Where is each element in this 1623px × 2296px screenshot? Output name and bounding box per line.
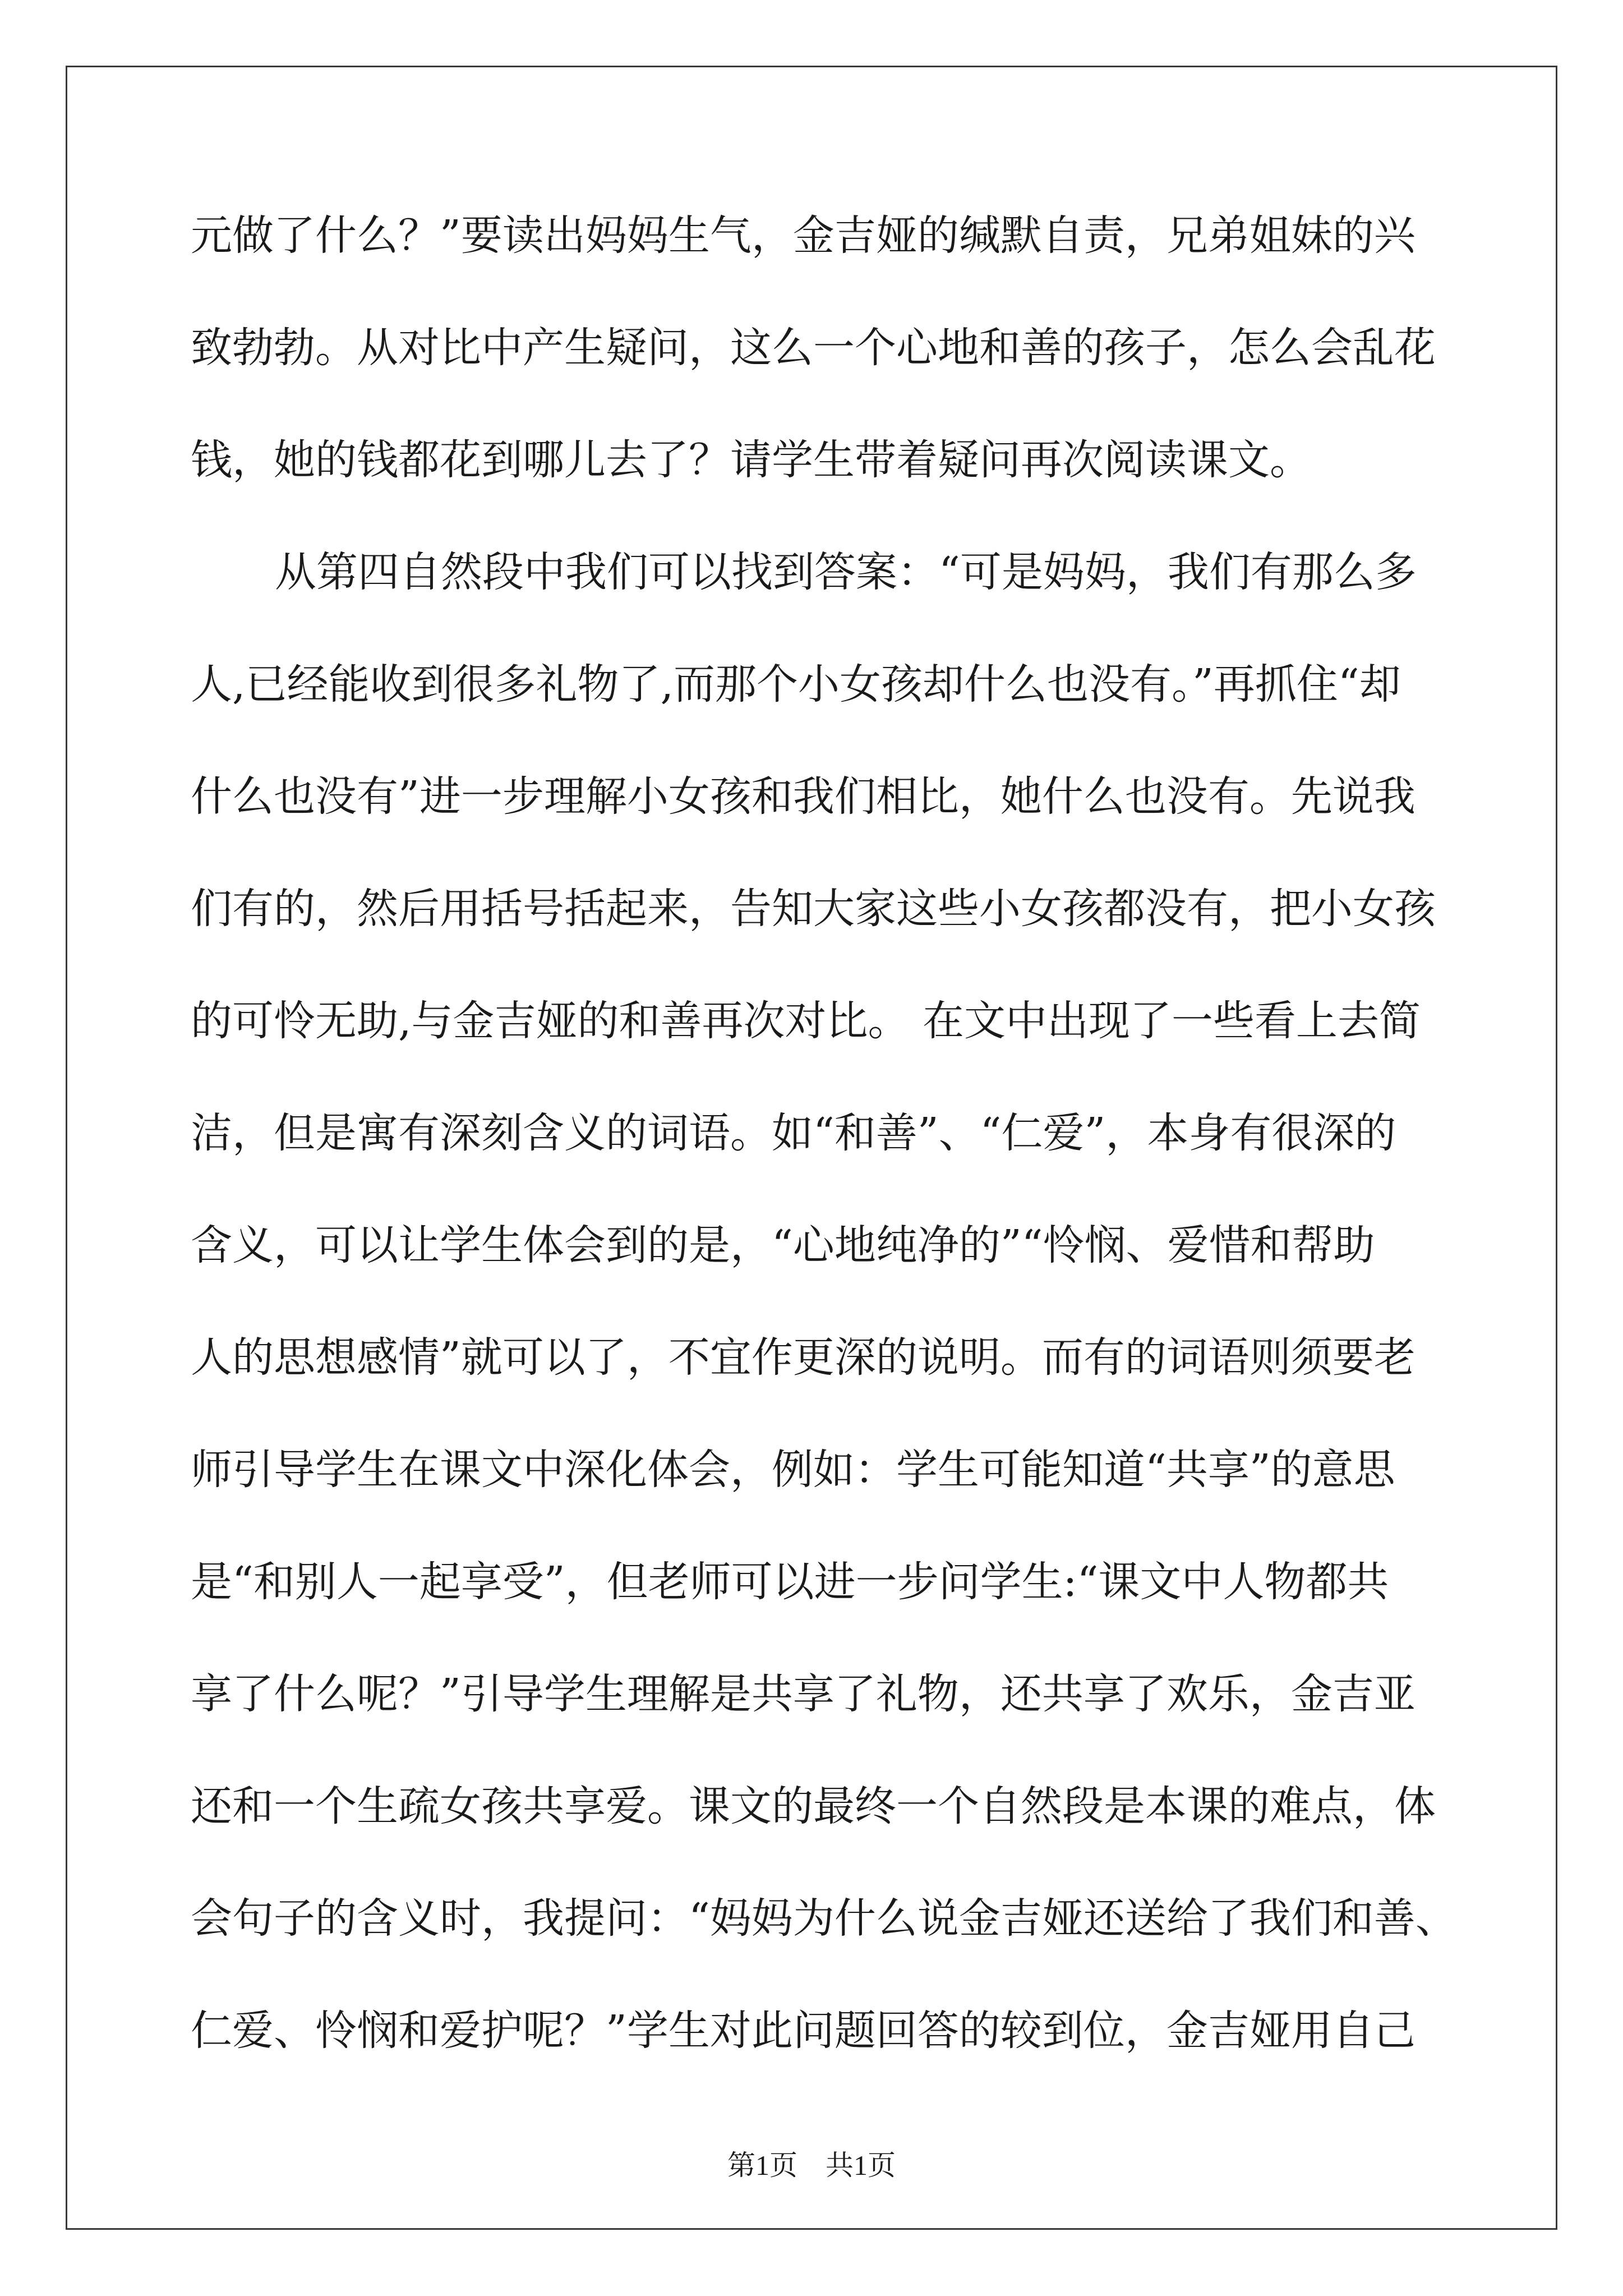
text-line: 洁，但是寓有深刻含义的词语。如“和善”、“仁爱”，本身有很深的 <box>191 1109 1396 1157</box>
text-line: 会句子的含义时，我提问：“妈妈为什么说金吉娅还送给了我们和善、 <box>191 1894 1457 1943</box>
text-line: 人,已经能收到很多礼物了,而那个小女孩却什么也没有。”再抓住“却 <box>191 660 1401 708</box>
text-line: 致勃勃。从对比中产生疑问，这么一个心地和善的孩子，怎么会乱花 <box>191 324 1436 372</box>
text-line: 是“和别人一起享受”，但老师可以进一步问学生:“课文中人物都共 <box>191 1558 1389 1606</box>
text-line: 元做了什么？”要读出妈妈生气，金吉娅的缄默自责，兄弟姐妹的兴 <box>191 211 1415 260</box>
paragraph-first-line: 从第四自然段中我们可以找到答案：“可是妈妈，我们有那么多 <box>275 548 1417 596</box>
text-line: 人的思想感情”就可以了，不宜作更深的说明。而有的词语则须要老 <box>191 1333 1415 1382</box>
text-line: 仁爱、怜悯和爱护呢？”学生对此问题回答的较到位，金吉娅用自己 <box>191 2007 1415 2055</box>
page-footer: 第1页 共1页 <box>727 2150 896 2181</box>
text-line: 享了什么呢？”引导学生理解是共享了礼物，还共享了欢乐，金吉亚 <box>191 1670 1415 1718</box>
text-line: 师引导学生在课文中深化体会，例如：学生可能知道“共享”的意思 <box>191 1446 1395 1494</box>
text-line: 的可怜无助,与金吉娅的和善再次对比。 在文中出现了一些看上去简 <box>191 997 1421 1045</box>
text-line: 还和一个生疏女孩共享爱。课文的最终一个自然段是本课的难点，体 <box>191 1782 1436 1830</box>
text-line: 什么也没有”进一步理解小女孩和我们相比，她什么也没有。先说我 <box>191 772 1415 821</box>
text-line: 含义，可以让学生体会到的是，“心地纯净的”“怜悯、爱惜和帮助 <box>191 1221 1375 1269</box>
text-line: 钱，她的钱都花到哪儿去了？请学生带着疑问再次阅读课文。 <box>191 436 1311 484</box>
text-line: 们有的，然后用括号括起来，告知大家这些小女孩都没有，把小女孩 <box>191 885 1436 933</box>
